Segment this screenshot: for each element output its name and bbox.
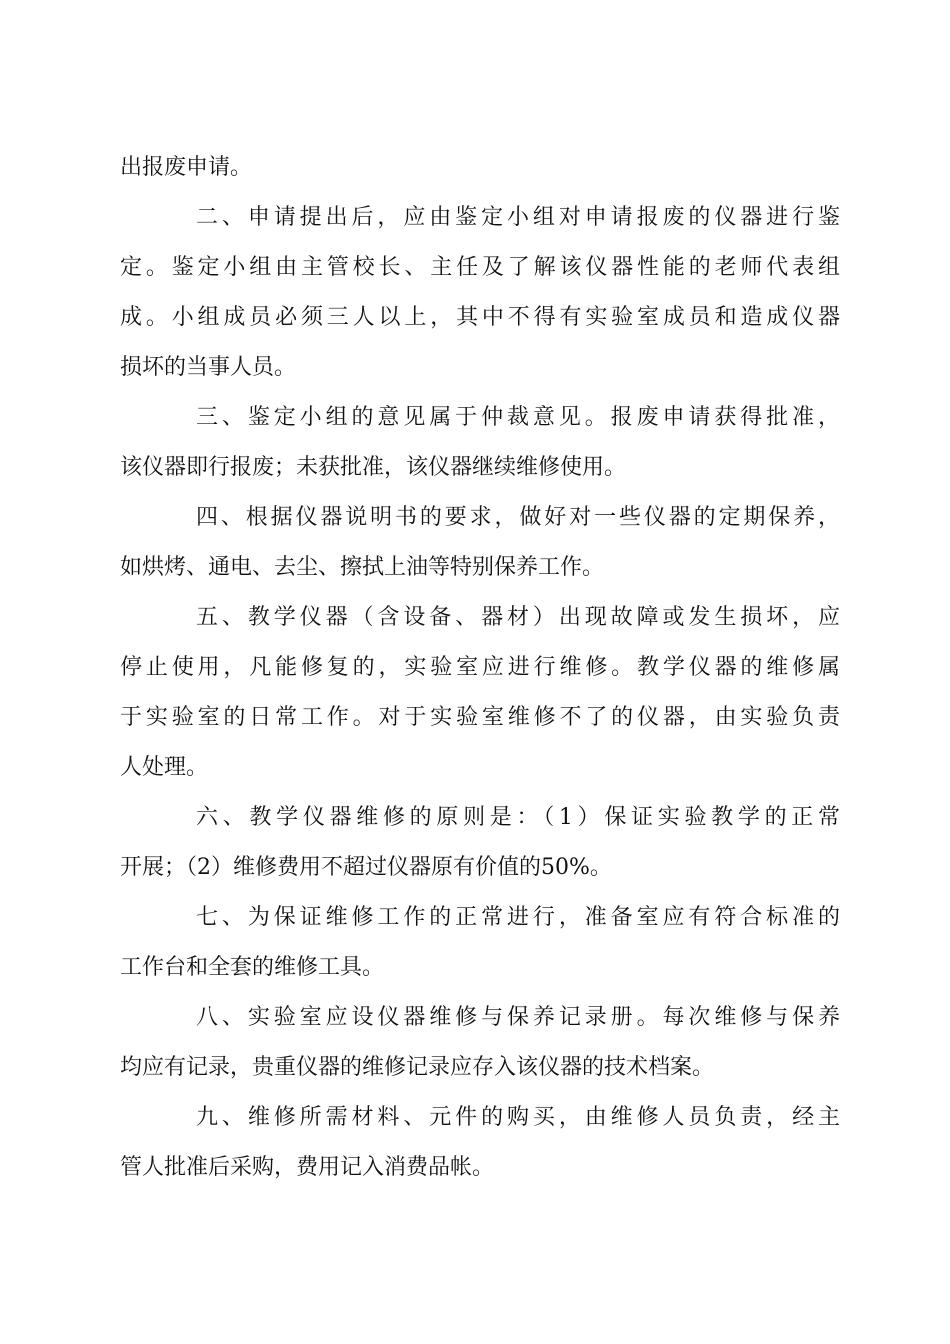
text-line: 工作台和全套的维修工具。 [120, 955, 385, 980]
text-line: 停止使用，凡能修复的，实验室应进行维修。教学仪器的维修属 [120, 655, 840, 680]
text-line: 定。鉴定小组由主管校长、主任及了解该仪器性能的老师代表组 [120, 255, 840, 280]
text-line: 均应有记录，贵重仪器的维修记录应存入该仪器的技术档案。 [120, 1055, 715, 1080]
paragraph-8-line: 八、实验室应设仪器维修与保养记录册。每次维修与保养 [196, 1005, 840, 1030]
paragraph-6-line: 六、教学仪器维修的原则是：（1）保证实验教学的正常 [196, 805, 840, 830]
paragraph-5-line: 五、教学仪器（含设备、器材）出现故障或发生损坏，应 [196, 605, 840, 630]
text-line: 出报废申请。 [120, 155, 253, 180]
text-line: 如烘烤、通电、去尘、擦拭上油等特别保养工作。 [120, 555, 605, 580]
text-line: 损坏的当事人员。 [120, 355, 297, 380]
paragraph-2-line: 二、申请提出后，应由鉴定小组对申请报废的仪器进行鉴 [196, 205, 840, 230]
text-line: 于实验室的日常工作。对于实验室维修不了的仪器，由实验负责 [120, 705, 840, 730]
text-line: 人处理。 [120, 755, 209, 780]
paragraph-3-line: 三、鉴定小组的意见属于仲裁意见。报废申请获得批准， [196, 405, 840, 430]
text-line: 管人批准后采购，费用记入消费品帐。 [120, 1155, 495, 1180]
paragraph-9-line: 九、维修所需材料、元件的购买，由维修人员负责，经主 [196, 1105, 840, 1130]
paragraph-4-line: 四、根据仪器说明书的要求，做好对一些仪器的定期保养， [196, 505, 840, 530]
text-line: 开展；（2）维修费用不超过仪器原有价值的50%。 [120, 855, 612, 880]
paragraph-7-line: 七、为保证维修工作的正常进行，准备室应有符合标准的 [196, 905, 840, 930]
text-line: 成。小组成员必须三人以上，其中不得有实验室成员和造成仪器 [120, 305, 840, 330]
text-line: 该仪器即行报废；未获批准，该仪器继续维修使用。 [120, 455, 627, 480]
